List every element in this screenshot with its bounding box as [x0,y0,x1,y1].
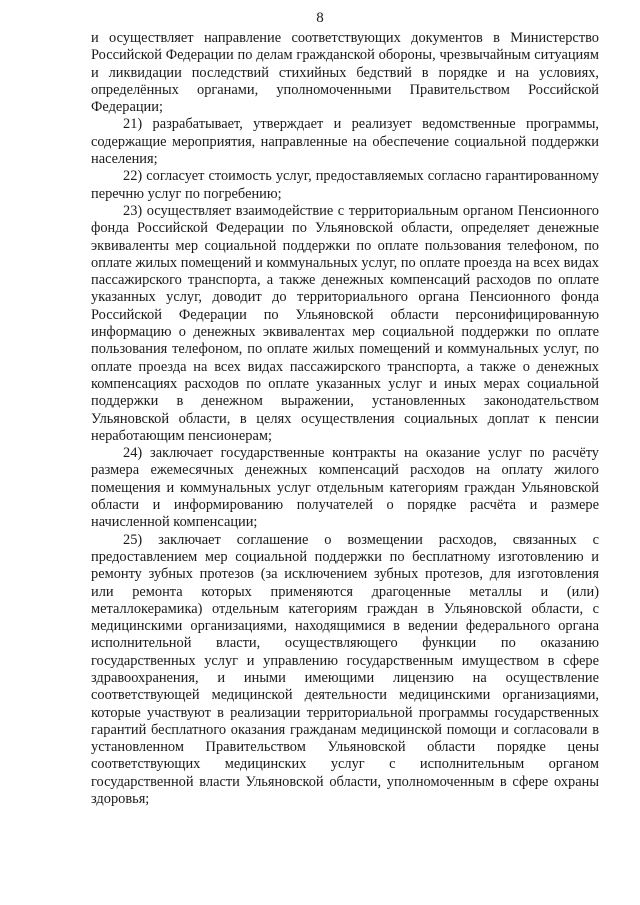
paragraph-continuation: и осуществляет направление соответствующих документов в Министерство Российской Федерации по делам гражданской обороны, чрезвычайным ситуациям и ликвидации последствий стихийных бедствий в порядке и на условиях, определённых органами, уполномоченными Правительством Российской Федерации; [91,30,599,116]
paragraph-item-23: 23) осуществляет взаимодействие с территориальным органом Пенсионного фонда Российской Федерации по Ульяновской области, определяет денежные эквиваленты мер социальной поддержки по оплате пользования телефоном, по оплате жилых помещений и коммунальных услуг, по оплате проезда на всех видах пассажирского транспорта, а также денежных компенсаций расходов по оплате указанных услуг, доводит до территориального органа Пенсионного фонда Российской Федерации по Ульяновской области персонифицированную информацию о денежных эквивалентах мер социальной поддержки по оплате пользования телефоном, по оплате жилых помещений и коммунальных услуг, по оплате проезда на всех видах пассажирского транспорта, а также о денежных компенсациях расходов по оплате указанных услуг и иных мерах социальной поддержки в денежном выражении, установленных законодательством Ульяновской области, в целях осуществления социальных доплат к пенсии неработающим пенсионерам; [91,202,599,444]
paragraph-item-24: 24) заключает государственные контракты на оказание услуг по расчёту размера ежемесячных денежных компенсаций расходов на оплату жилого помещения и коммунальных услуг отдельным категориям граждан Ульяновской области и информированию получателей о порядке расчёта и размере начисленной компенсации; [91,445,599,531]
paragraph-item-22: 22) согласует стоимость услуг, предоставляемых согласно гарантированному перечню услуг по погребению; [91,168,599,202]
page-number: 8 [316,10,324,26]
paragraph-item-25: 25) заключает соглашение о возмещении расходов, связанных с предоставлением мер социальной поддержки по бесплатному изготовлению и ремонту зубных протезов (за исключением зубных протезов, для изготовления или ремонта которых применяются драгоценные металлы и (или) металлокерамика) отдельным категориям граждан в Ульяновской области, с медицинскими организациями, находящимися в ведении федерального органа исполнительной власти, осуществляющего функции по оказанию государственных услуг и управлению государственным имуществом в сфере здравоохранения, и иными имеющими лицензию на осуществление соответствующей медицинской деятельности медицинскими организациями, которые участвуют в реализации территориальной программы государственных гарантий бесплатного оказания гражданам медицинской помощи и согласовали в установленном Правительством Ульяновской области порядке цены соответствующих медицинских услуг с исполнительным органом государственной власти Ульяновской области, уполномоченным в сфере охраны здоровья; [91,531,599,808]
paragraph-item-21: 21) разрабатывает, утверждает и реализует ведомственные программы, содержащие мероприятия, направленные на обеспечение социальной поддержки населения; [91,116,599,168]
document-body [91,30,599,808]
